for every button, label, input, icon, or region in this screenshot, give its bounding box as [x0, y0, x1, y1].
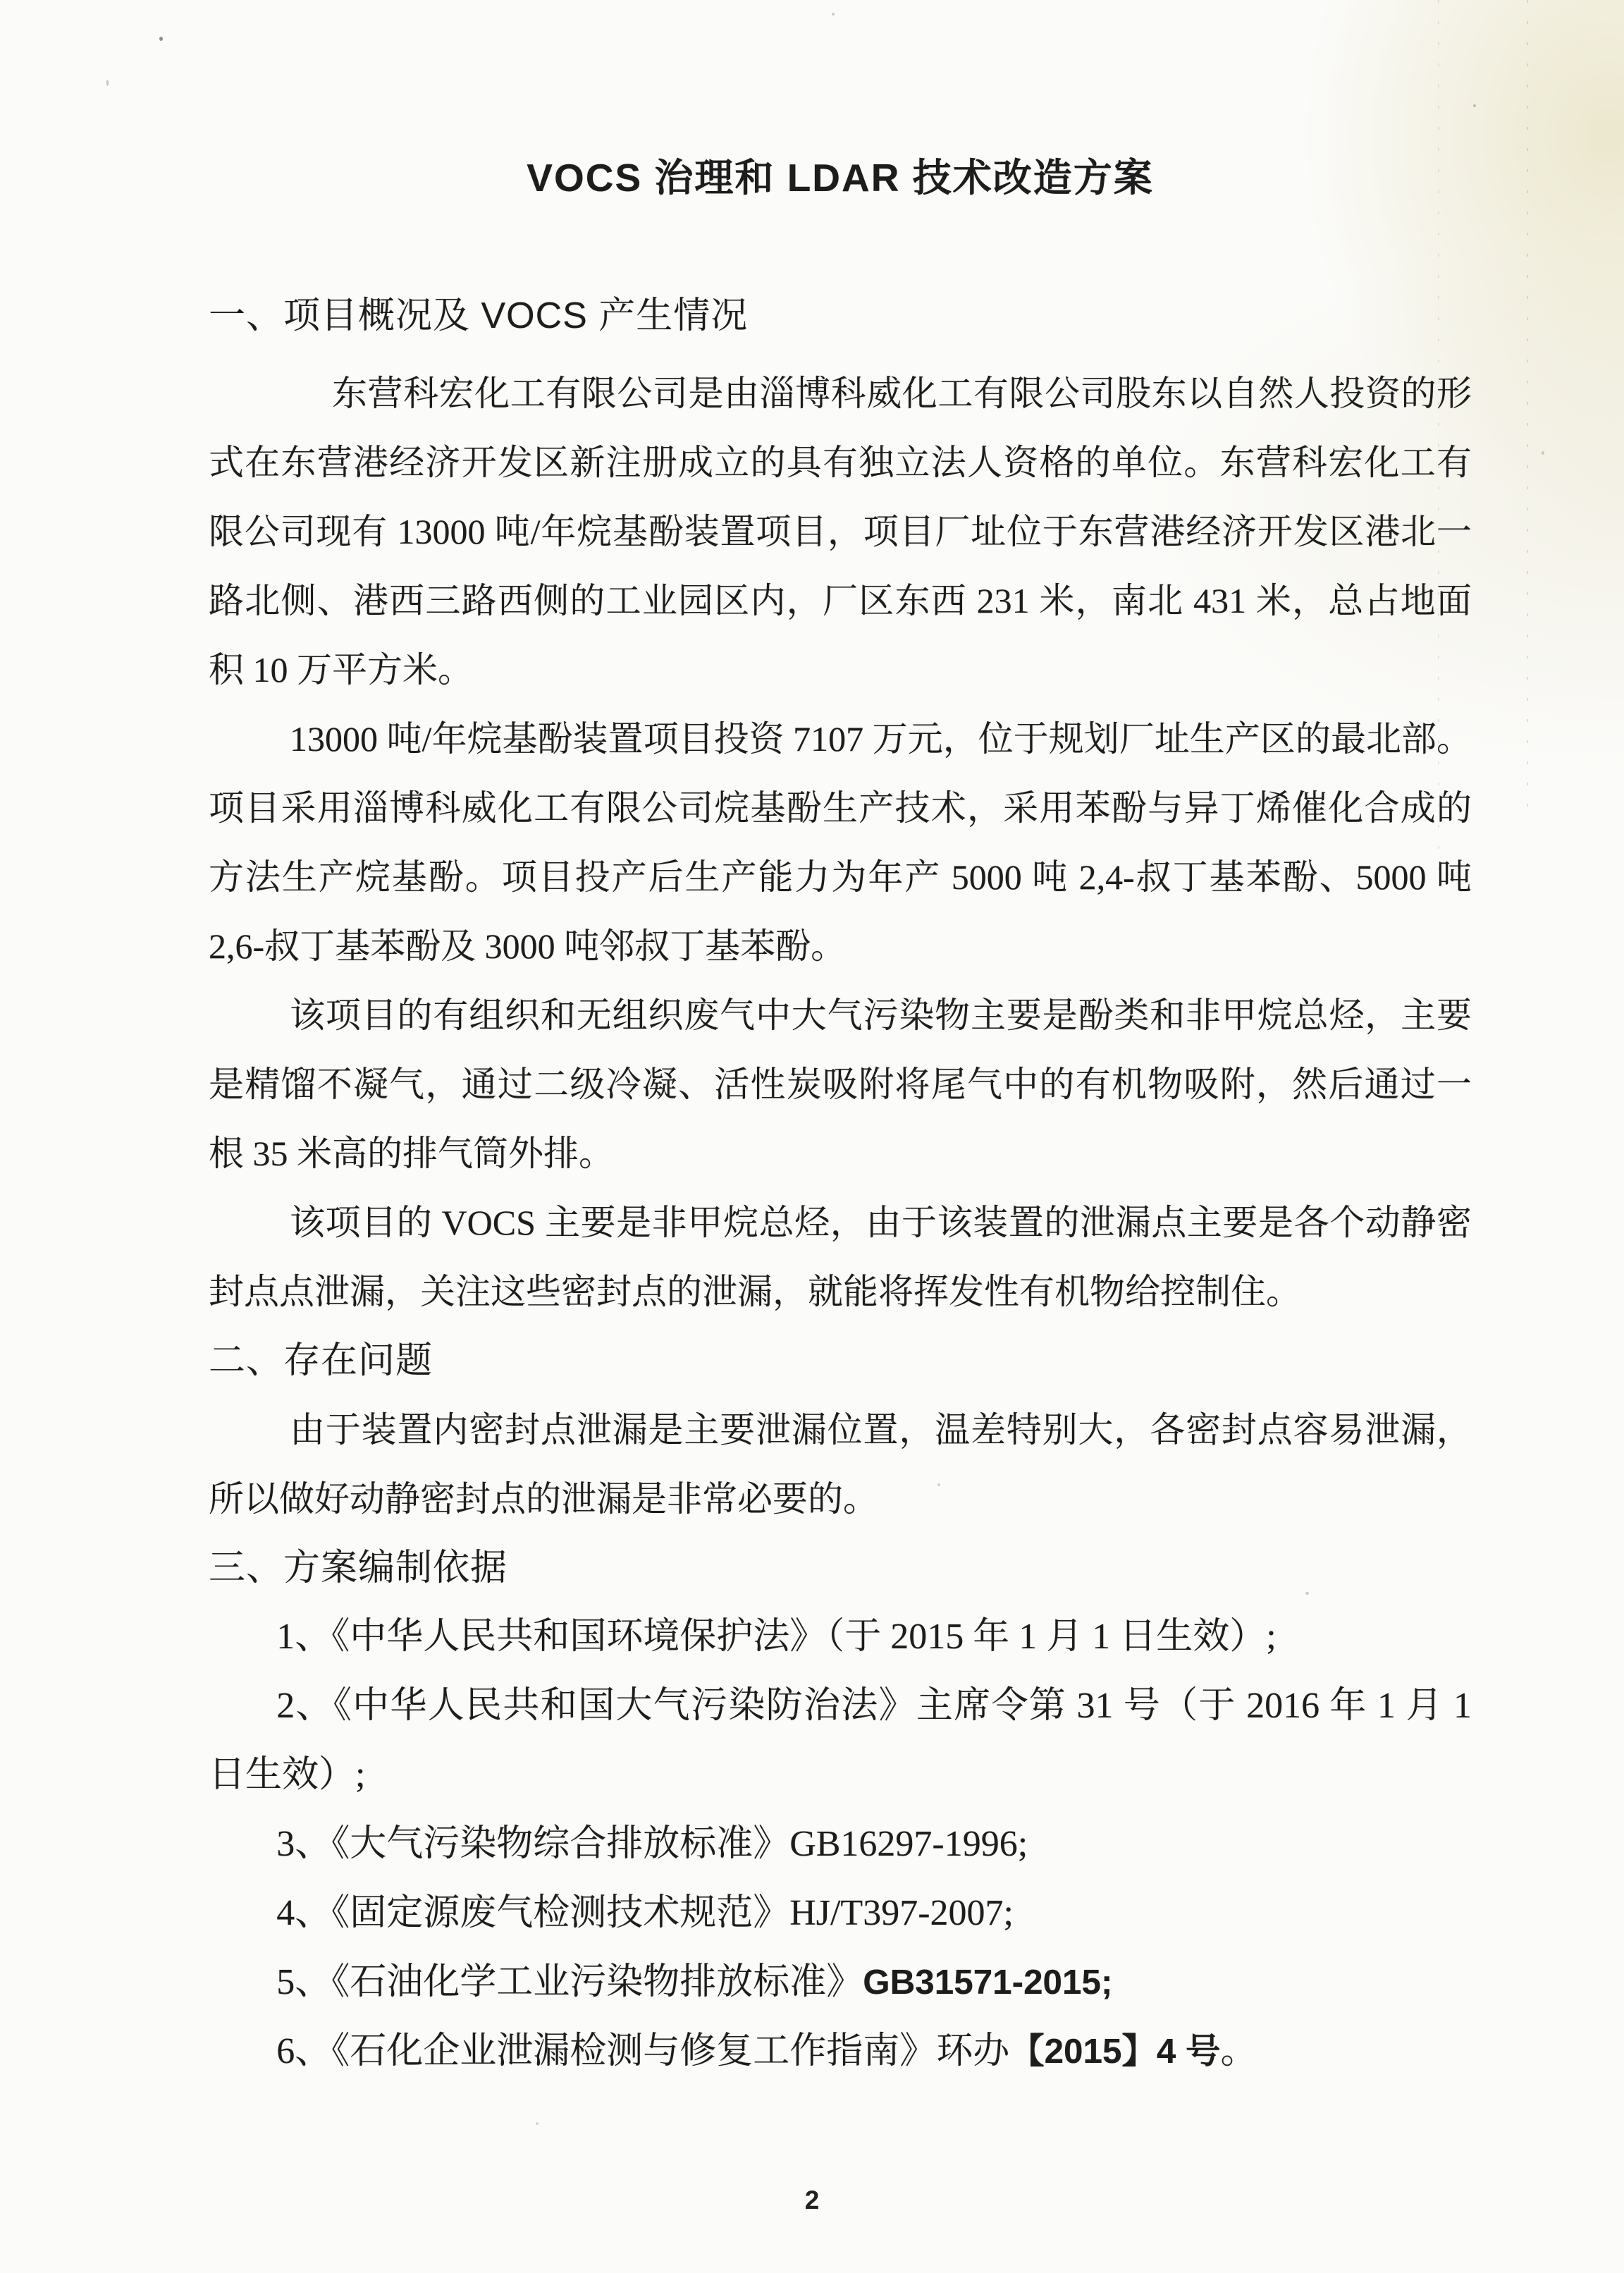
- list-item: 3、《大气污染物综合排放标准》GB16297-1996;: [276, 1824, 1028, 1864]
- list-item: 4、《固定源废气检测技术规范》HJ/T397-2007;: [276, 1893, 1014, 1933]
- document-body: [209, 0, 1472, 2086]
- list-item: 1、《中华人民共和国环境保护法》（于 2015 年 1 月 1 日生效）;: [276, 1617, 1277, 1657]
- section-3-heading: 三、方案编制依据: [209, 1548, 508, 1588]
- reference-list: [209, 1603, 1472, 2086]
- section-1-heading: 一、项目概况及 VOCS 产生情况: [209, 295, 749, 336]
- scan-speck: [159, 37, 163, 41]
- list-item: 2、《中华人民共和国大气污染防治法》主席令第 31 号（于 2016 年 1 月 1 日生效）;: [209, 1686, 1472, 1795]
- list-item: 6、《石化企业泄漏检测与修复工作指南》环办【2015】4 号。: [276, 2031, 1257, 2071]
- scan-fold-line: [1527, 0, 1528, 811]
- paragraph: 东营科宏化工有限公司是由淄博科威化工有限公司股东以自然人投资的形式在东营港经济开发区新注册成立的具有独立法人资格的单位。东营科宏化工有限公司现有 13000 吨/年烷基酚装置项目，项目厂址位于东营港经济开发区港北一路北侧、港西三路西侧的工业园区内，厂区东西 231 米，南北 431 米，总占地面积 10 万平方米。: [209, 374, 1472, 690]
- page-number: 2: [804, 2186, 820, 2214]
- list-item: 5、《石油化学工业污染物排放标准》GB31571-2015;: [276, 1962, 1113, 2002]
- section-2-heading: 二、存在问题: [209, 1340, 433, 1381]
- paragraph: 该项目的 VOCS 主要是非甲烷总烃，由于该装置的泄漏点主要是各个动静密封点点泄漏，关注这些密封点的泄漏，就能将挥发性有机物给控制住。: [209, 1203, 1472, 1311]
- scan-speck: [1542, 451, 1544, 455]
- scan-speck: [1473, 104, 1476, 107]
- scan-speck: [536, 2122, 539, 2125]
- paragraph: 该项目的有组织和无组织废气中大气污染物主要是酚类和非甲烷总烃，主要是精馏不凝气，通过二级冷凝、活性炭吸附将尾气中的有机物吸附，然后通过一根 35 米高的排气筒外排。: [209, 995, 1472, 1173]
- scan-speck: [106, 80, 109, 86]
- paragraph: 13000 吨/年烷基酚装置项目投资 7107 万元，位于规划厂址生产区的最北部。项目采用淄博科威化工有限公司烷基酚生产技术，采用苯酚与异丁烯催化合成的方法生产烷基酚。项目投产后生产能力为年产 5000 吨 2,4-叔丁基苯酚、5000 吨 2,6-叔丁基苯酚及 3000 吨邻叔丁基苯酚。: [209, 719, 1472, 966]
- document-title: VOCS 治理和 LDAR 技术改造方案: [527, 156, 1154, 200]
- paragraph: 由于装置内密封点泄漏是主要泄漏位置，温差特别大，各密封点容易泄漏，所以做好动静密封点的泄漏是非常必要的。: [209, 1410, 1472, 1519]
